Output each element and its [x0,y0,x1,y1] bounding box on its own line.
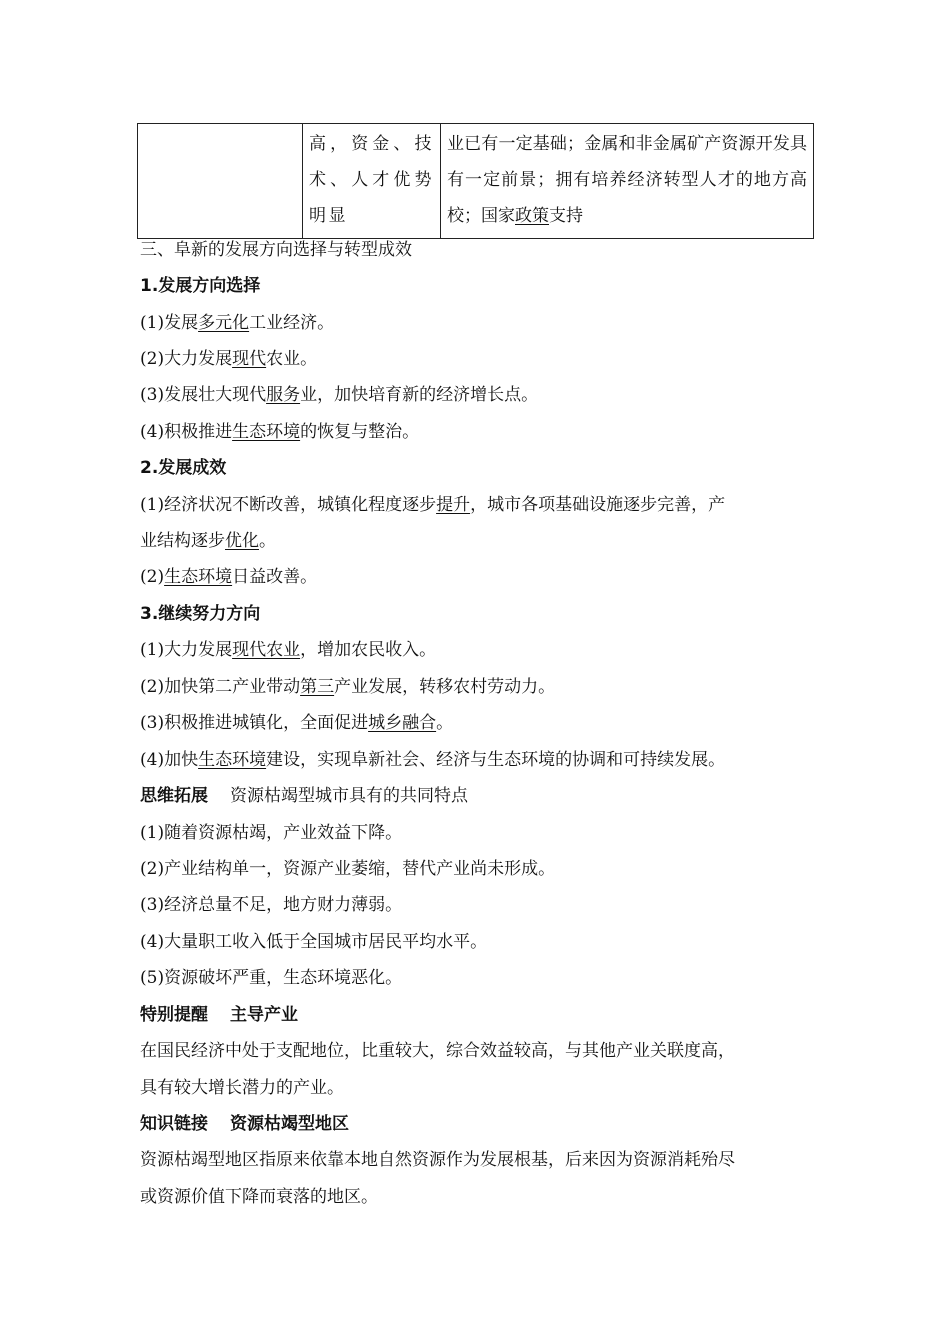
list-item [140,493,725,517]
cell-text: 支持 [549,206,583,226]
text: ，城市各项基础设施逐步完善，产 [470,495,726,515]
link-title: 资源枯竭型地区 [230,1114,349,1134]
underlined-term: 生态环境 [198,750,267,770]
text: 的恢复与整治。 [300,422,420,442]
text: 。 [436,713,454,733]
paragraph-line: 在国民经济中处于支配地位，比重较大，综合效益较高，与其他产业关联度高， [140,1041,735,1061]
text: (4)积极推进 [140,422,233,442]
underlined-term: 第三 [300,677,335,697]
paragraph-line: 资源枯竭型地区指原来依靠本地自然资源作为发展根基，后来因为资源消耗殆尽 [140,1150,735,1170]
underlined-term: 政策 [515,206,549,226]
list-item: (1)随着资源枯竭，产业效益下降。 [140,823,403,843]
text: 业，加快培育新的经济增长点。 [300,385,539,405]
remind-heading [140,1003,298,1027]
list-item [140,638,436,662]
remind-label: 特别提醒 [140,1005,208,1025]
link-label: 知识链接 [140,1114,208,1134]
text: (2) [140,567,165,587]
list-item [140,565,317,589]
list-item: (2)产业结构单一，资源产业萎缩，替代产业尚未形成。 [140,859,556,879]
list-item: (5)资源破坏严重，生态环境恶化。 [140,968,403,988]
table-cell-empty [138,124,303,239]
list-item [140,383,538,407]
list-item-continued [140,529,276,553]
think-heading [140,784,468,808]
heading-direction: 1.发展方向选择 [140,276,261,296]
text: 农业。 [266,349,318,369]
text: (2)大力发展 [140,349,233,369]
underlined-term: 优化 [225,531,259,551]
section-title: 三、阜新的发展方向选择与转型成效 [140,240,412,260]
text: (1)大力发展 [140,640,233,660]
text: (1)发展 [140,313,199,333]
list-item [140,748,725,772]
list-item [140,347,317,371]
text: (4)加快 [140,750,199,770]
underlined-term: 提升 [436,495,471,515]
table-row [138,124,814,239]
cell-text: 业已有一定基础；金属和非金属矿产资源开发具有一定前景；拥有培养经济转型人才的地方高校；国家 [447,134,807,226]
text: (1)经济状况不断改善，城镇化程度逐步 [140,495,437,515]
paragraph-line: 或资源价值下降而衰落的地区。 [140,1187,378,1207]
think-title: 资源枯竭型城市具有的共同特点 [230,786,468,806]
table-cell-advantage: 高，资金、技术、人才优势明显 [303,124,441,239]
underlined-term: 多元化 [198,313,250,333]
text: 产业发展，转移农村劳动力。 [334,677,556,697]
link-heading [140,1112,349,1136]
underlined-term: 服务 [266,385,301,405]
remind-title: 主导产业 [230,1005,298,1025]
text: ，增加农民收入。 [300,640,437,660]
text: (3)发展壮大现代 [140,385,267,405]
paragraph-line: 具有较大增长潜力的产业。 [140,1078,344,1098]
underlined-term: 生态环境 [232,422,301,442]
underlined-term: 现代农业 [232,640,301,660]
list-item: (4)大量职工收入低于全国城市居民平均水平。 [140,932,488,952]
text: (2)加快第二产业带动 [140,677,301,697]
text: 。 [259,531,276,551]
underlined-term: 现代 [232,349,267,369]
list-item [140,711,453,735]
table-cell-conditions [441,124,814,239]
text: (3)积极推进城镇化，全面促进 [140,713,369,733]
underlined-term: 城乡融合 [368,713,437,733]
underlined-term: 生态环境 [164,567,233,587]
think-label: 思维拓展 [140,786,208,806]
list-item [140,675,555,699]
list-item [140,420,419,444]
heading-results: 2.发展成效 [140,458,227,478]
text: 建设，实现阜新社会、经济与生态环境的协调和可持续发展。 [266,750,726,770]
text: 工业经济。 [249,313,335,333]
text: 日益改善。 [232,567,318,587]
list-item [140,311,334,335]
heading-future: 3.继续努力方向 [140,604,261,624]
text: 业结构逐步 [140,531,225,551]
continued-table [137,123,814,239]
list-item: (3)经济总量不足，地方财力薄弱。 [140,895,403,915]
